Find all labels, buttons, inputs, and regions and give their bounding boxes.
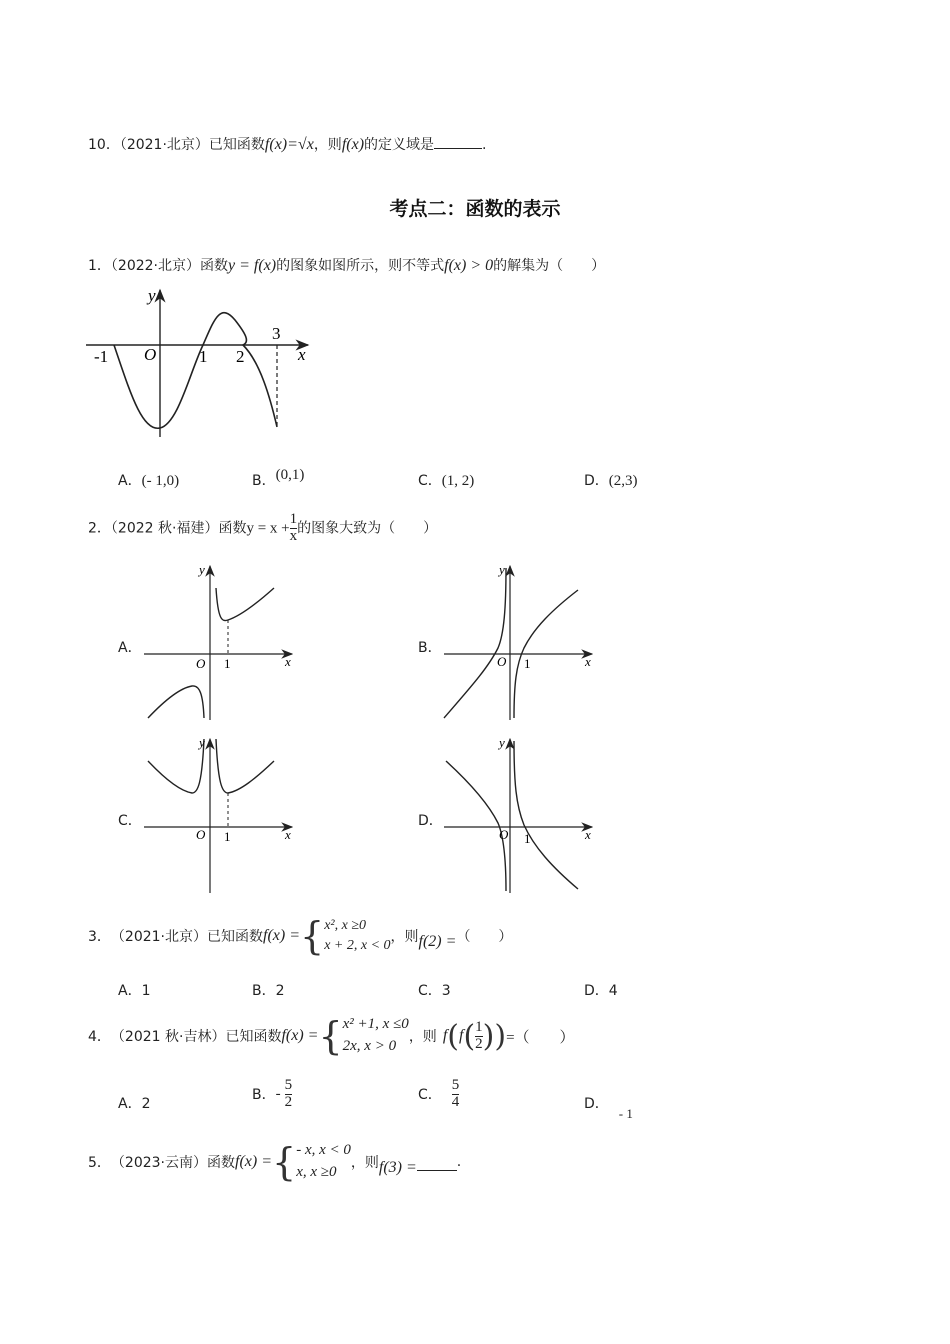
- origin-label: O: [497, 654, 507, 669]
- q2-option-a-graph[interactable]: [140, 560, 300, 722]
- question-text: 的图象如图所示，则不等式: [276, 258, 445, 274]
- fraction: [452, 1078, 460, 1111]
- curve-right: [216, 739, 274, 793]
- question-text: .: [456, 1154, 462, 1170]
- q4-option-c[interactable]: [418, 1078, 459, 1111]
- piecewise-brace: {: [300, 914, 325, 958]
- option-value: 4: [608, 983, 618, 999]
- question-4: [88, 1010, 575, 1062]
- q1-function-graph: [80, 282, 320, 442]
- fraction-numerator: 1: [475, 1018, 483, 1035]
- q3-option-c[interactable]: [418, 980, 451, 1000]
- option-value: 1: [141, 983, 151, 999]
- tick-label-1: 1: [199, 347, 208, 366]
- math-expression: y = f(x): [228, 257, 277, 274]
- option-value: (1, 2): [441, 473, 475, 489]
- q3-option-b[interactable]: [252, 980, 285, 1000]
- question-text: 的图象大致为（ ）: [297, 520, 438, 537]
- paren-open: (: [463, 1018, 476, 1054]
- curve-left: [148, 739, 204, 793]
- fraction-1-over-x: [290, 512, 298, 545]
- q3-option-a[interactable]: [118, 980, 151, 1000]
- question-number: 1．: [88, 258, 111, 274]
- origin-label: O: [196, 827, 206, 842]
- piecewise-case-2: 2x, x > 0: [342, 1038, 397, 1054]
- question-number: 10．: [88, 137, 120, 153]
- math-expression: f(x) > 0: [444, 257, 494, 274]
- q4-option-b[interactable]: [252, 1078, 292, 1111]
- question-text: ，则: [313, 137, 342, 153]
- fraction-numerator: 5: [451, 1077, 460, 1093]
- q2-option-c-label[interactable]: C．: [118, 813, 142, 829]
- piecewise-case-1: x² +1, x ≤0: [342, 1016, 409, 1033]
- question-source: （2021·北京）已知函数: [119, 137, 265, 153]
- x-label: x: [585, 654, 591, 669]
- piecewise-brace: {: [318, 1014, 343, 1058]
- question-5: [88, 1136, 461, 1188]
- piecewise-cases: [343, 1014, 409, 1058]
- question-source: （2022·北京）函数: [110, 258, 229, 274]
- math-expression: f(x) =: [235, 1153, 273, 1170]
- fraction-numerator: 5: [284, 1077, 293, 1093]
- option-value: (0,1): [275, 467, 305, 483]
- curve-left: [444, 568, 506, 718]
- fraction-denominator: 2: [475, 1035, 483, 1052]
- math-expression: =（ ）: [506, 1029, 575, 1046]
- tick-label-1: 1: [524, 831, 531, 846]
- option-value: 2: [141, 1096, 151, 1112]
- math-expression: =√x: [287, 136, 314, 153]
- option-label: D．: [584, 983, 609, 999]
- question-text: ，则: [390, 929, 419, 945]
- curve-right: [216, 588, 274, 621]
- q1-option-b[interactable]: [252, 464, 305, 489]
- fraction-denominator: 2: [284, 1093, 293, 1110]
- q1-option-a[interactable]: [118, 470, 179, 490]
- curve-left: [148, 686, 204, 718]
- q2-option-c-graph[interactable]: [140, 733, 300, 895]
- q2-option-d-label[interactable]: D．: [418, 813, 443, 829]
- q2-option-d-graph[interactable]: [440, 733, 600, 895]
- math-f: f: [458, 1027, 464, 1044]
- question-source: （2023·云南）函数: [110, 1155, 236, 1171]
- fraction-denominator: x: [289, 527, 298, 544]
- q2-option-b-label[interactable]: B．: [418, 640, 442, 656]
- x-label: x: [298, 345, 306, 364]
- question-number: 2．: [88, 520, 111, 537]
- tick-label-1: 1: [224, 829, 231, 844]
- option-value: (- 1,0): [141, 473, 180, 489]
- origin-label: O: [499, 827, 509, 842]
- question-2: [88, 512, 437, 545]
- option-label: B．: [252, 1087, 276, 1104]
- question-text: ，则: [350, 1155, 379, 1171]
- answer-blank: [417, 1158, 457, 1171]
- option-value: (2,3): [608, 473, 638, 489]
- math-expression: f(x) =: [263, 927, 301, 944]
- option-value: 3: [441, 983, 451, 999]
- q4-option-d[interactable]: [584, 1093, 633, 1121]
- origin-label: O: [196, 656, 206, 671]
- function-curve: [114, 313, 277, 429]
- section-title: 考点二：函数的表示: [389, 198, 561, 220]
- question-source: （2021·北京）已知函数: [110, 929, 264, 945]
- option-sign: -: [275, 1085, 281, 1102]
- fraction-one-half: [475, 1020, 483, 1053]
- question-number: 3．: [88, 929, 111, 945]
- question-number: 4．: [88, 1029, 111, 1045]
- option-label: A．: [118, 473, 142, 489]
- option-label: B．: [252, 473, 276, 489]
- fraction-numerator: 1: [289, 511, 298, 527]
- option-label: D．: [584, 473, 609, 489]
- y-label: y: [199, 735, 205, 750]
- tick-label-1: 1: [524, 656, 531, 671]
- piecewise-cases: [324, 916, 390, 957]
- curve-right: [514, 741, 578, 889]
- piecewise-case-2: x + 2, x < 0: [324, 938, 391, 953]
- piecewise-case-2: x, x ≥0: [296, 1164, 337, 1180]
- question-3: [88, 910, 512, 962]
- math-expression: f(x) =: [281, 1027, 319, 1044]
- tick-label-minus-1: -1: [94, 347, 109, 366]
- option-label: A．: [118, 983, 142, 999]
- origin-label: O: [144, 345, 157, 364]
- question-number: 5．: [88, 1155, 111, 1171]
- question-text: （ ）: [456, 929, 513, 945]
- fraction-denominator: 4: [451, 1093, 460, 1110]
- option-label: C．: [418, 473, 442, 489]
- math-expression: f(2) =: [418, 933, 457, 950]
- q3-option-d[interactable]: [584, 980, 618, 1000]
- q1-option-d[interactable]: [584, 470, 638, 490]
- option-value: 2: [275, 983, 285, 999]
- question-1: [88, 255, 605, 275]
- math-expression: f(x): [264, 136, 288, 153]
- piecewise-case-1: - x, x < 0: [296, 1142, 351, 1159]
- piecewise-brace: {: [272, 1140, 297, 1184]
- fraction: [285, 1078, 293, 1111]
- x-label: x: [285, 654, 291, 669]
- math-f: f: [442, 1027, 448, 1044]
- answer-blank: [434, 136, 482, 149]
- tick-label-1: 1: [224, 656, 231, 671]
- question-text: 的解集为（ ）: [493, 258, 606, 274]
- question-10: [88, 134, 486, 154]
- paren-open: (: [447, 1018, 459, 1054]
- option-label: B．: [252, 983, 276, 999]
- x-label: x: [585, 827, 591, 842]
- question-text: .: [482, 137, 487, 153]
- q1-option-c[interactable]: [418, 470, 474, 490]
- y-label: y: [499, 735, 505, 750]
- curve-left: [446, 761, 506, 891]
- question-text: ，则: [408, 1029, 437, 1045]
- piecewise-case-1: x², x ≥0: [324, 917, 367, 933]
- question-source: （2021 秋·吉林）已知函数: [110, 1029, 282, 1045]
- tick-label-3: 3: [272, 324, 281, 343]
- option-label: D．: [584, 1096, 609, 1112]
- math-expression: y = x +: [246, 520, 290, 537]
- option-label: C．: [418, 983, 442, 999]
- paren-close: ): [494, 1018, 507, 1054]
- math-expression: f(x): [341, 136, 365, 153]
- question-source: （2022 秋·福建）函数: [110, 520, 247, 537]
- y-label: y: [199, 562, 205, 577]
- y-label: y: [148, 286, 156, 305]
- q4-option-a[interactable]: [118, 1093, 151, 1113]
- math-expression: f(3) =: [378, 1159, 417, 1176]
- y-label: y: [499, 562, 505, 577]
- piecewise-cases: [296, 1140, 351, 1184]
- q2-option-b-graph[interactable]: [440, 560, 600, 722]
- tick-label-2: 2: [236, 347, 245, 366]
- q2-option-a-label[interactable]: A．: [118, 640, 142, 656]
- option-value: - 1: [618, 1106, 633, 1121]
- option-label: C．: [418, 1087, 442, 1104]
- paren-close: ): [482, 1018, 495, 1054]
- option-label: A．: [118, 1096, 142, 1112]
- question-text: 的定义域是: [364, 137, 435, 153]
- x-label: x: [285, 827, 291, 842]
